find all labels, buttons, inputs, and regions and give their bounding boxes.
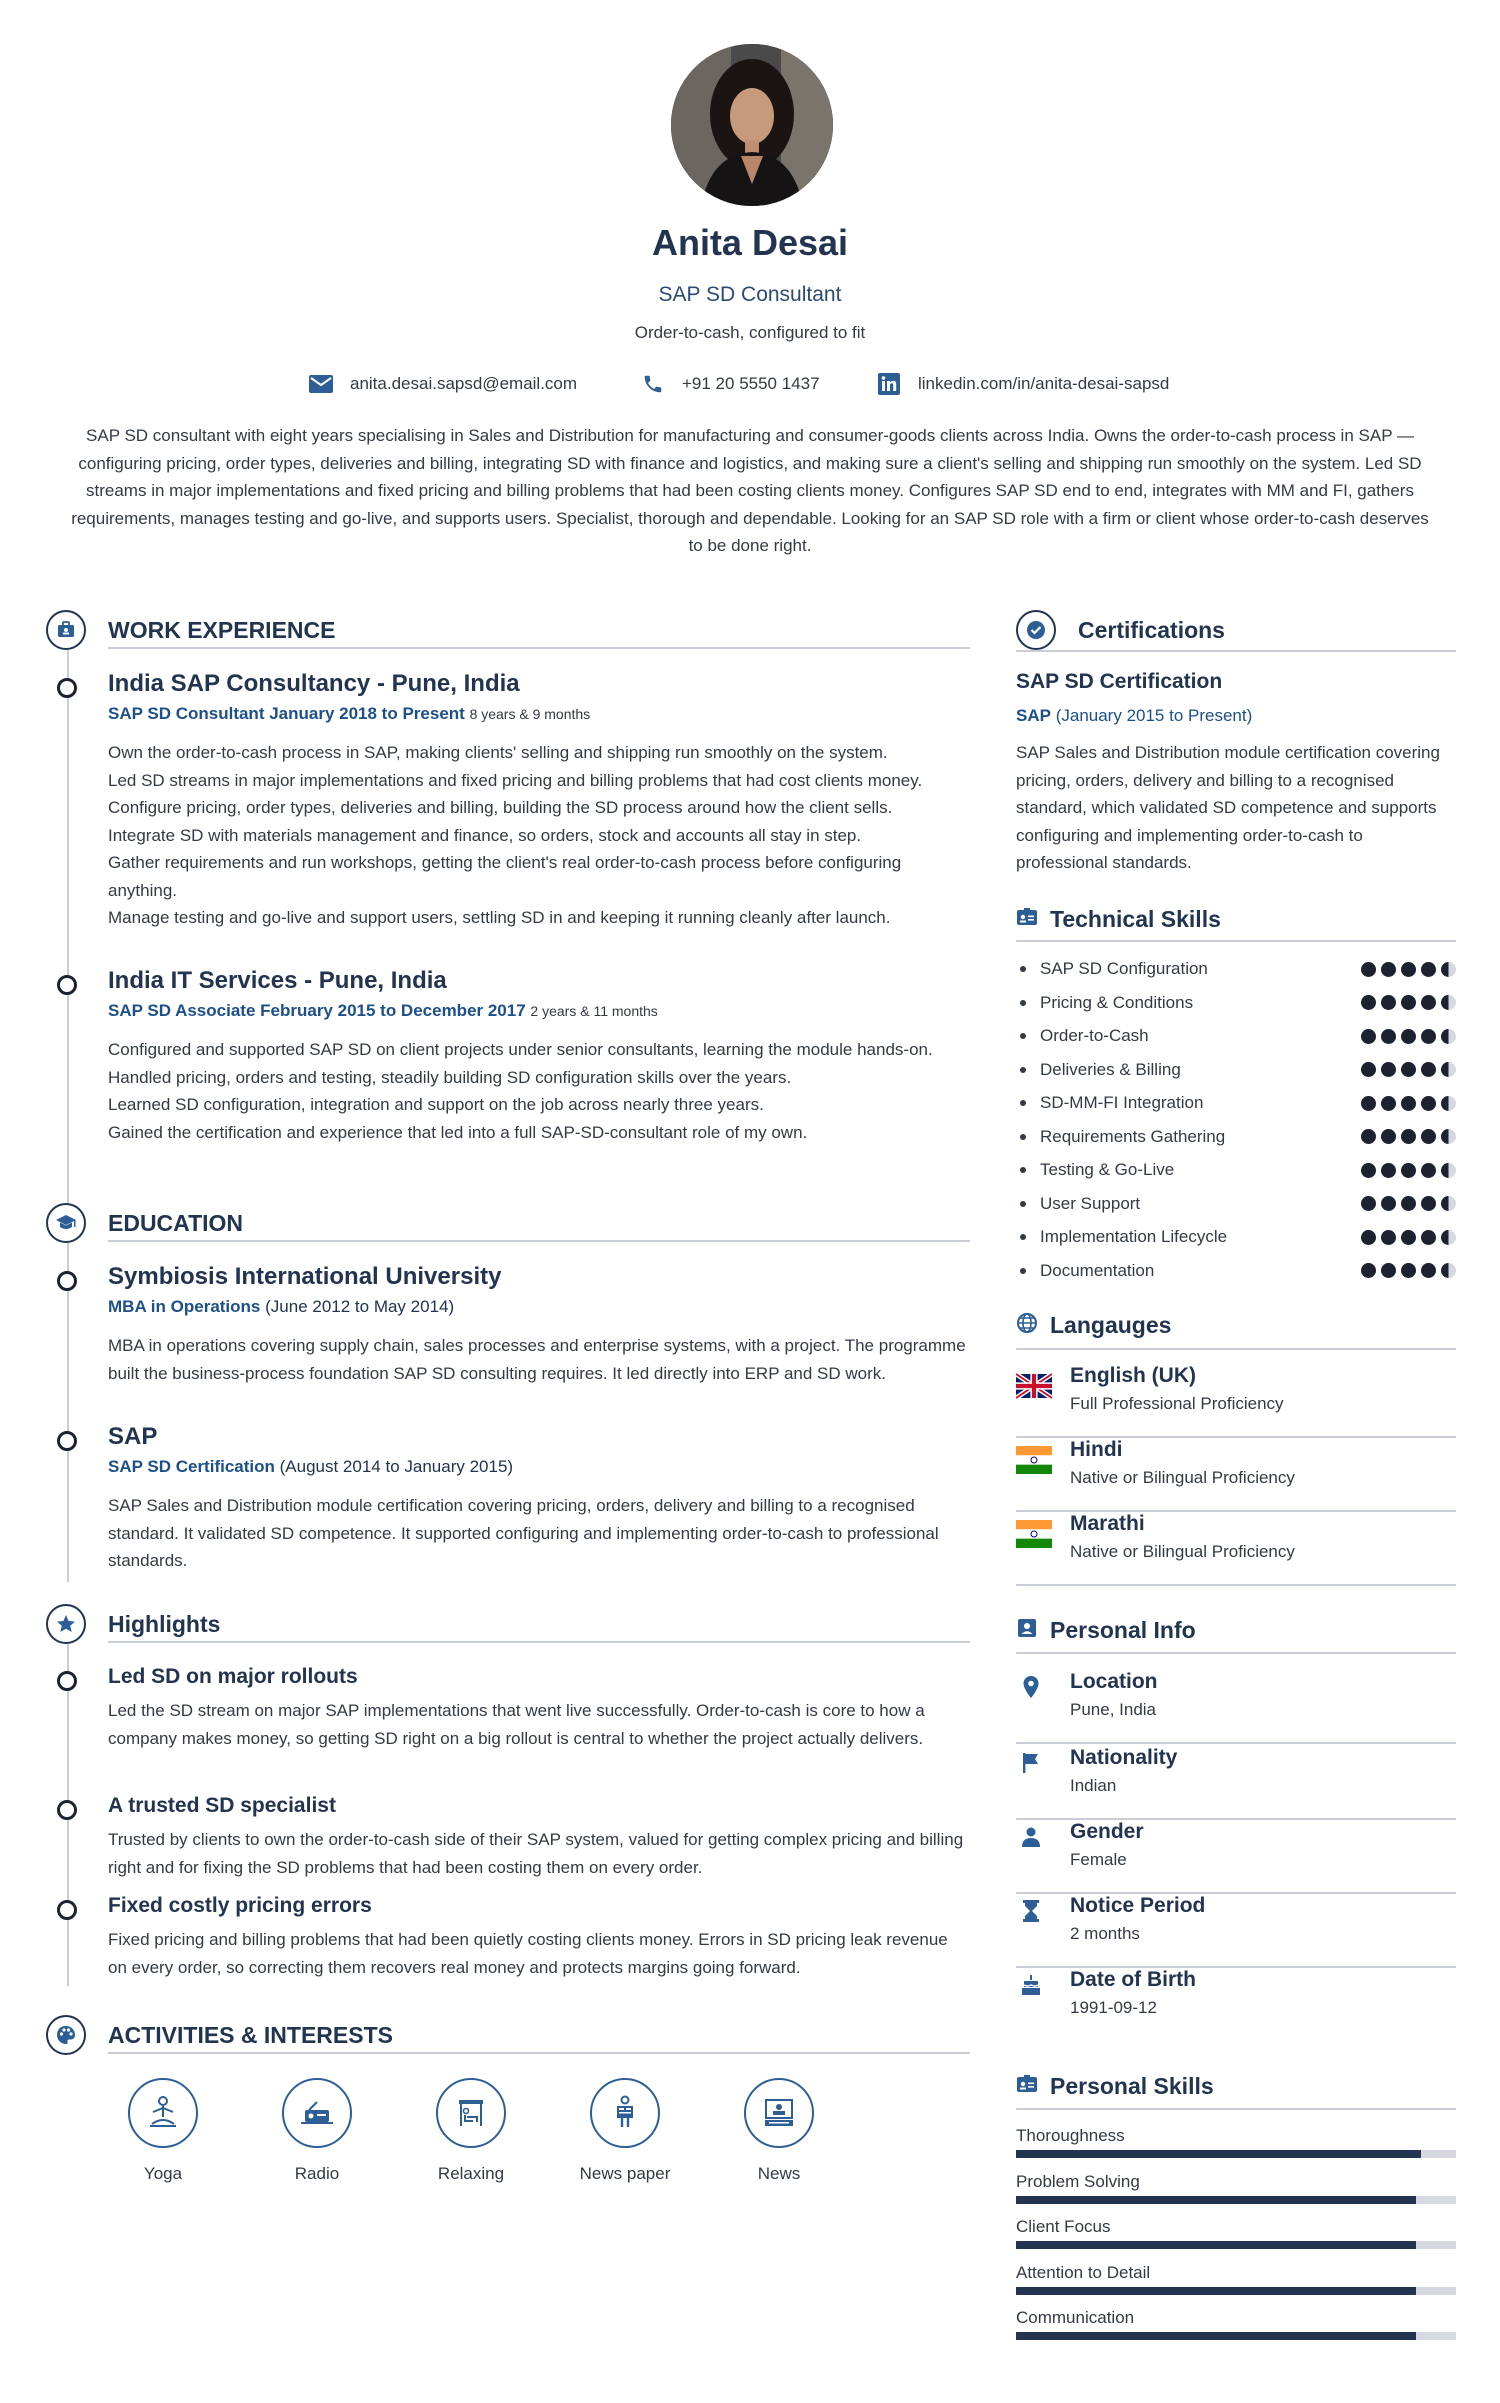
certifications-header (1016, 610, 1225, 650)
personal-skill-item (1016, 2126, 1456, 2158)
rating-dot (1441, 1196, 1456, 1211)
education-description: MBA in operations covering supply chain, sales processes and enterprise systems, with a project. The programme built the business-process foundation SAP SD consulting requires. It led directly into ERP and SD work. (108, 1336, 966, 1383)
timeline-dot (57, 1271, 77, 1291)
skill-rating (1356, 1230, 1456, 1245)
rating-dot (1441, 1129, 1456, 1144)
highlight-title: A trusted SD specialist (108, 1794, 336, 1817)
rating-dot (1401, 1029, 1416, 1044)
personal-skill-name: Attention to Detail (1016, 2262, 1151, 2282)
skill-rating (1356, 1096, 1456, 1111)
timeline-dot (57, 678, 77, 698)
rating-dot (1421, 1196, 1436, 1211)
bullet-icon (1020, 1000, 1026, 1006)
phone-icon (640, 371, 666, 397)
skill-rating (1356, 1263, 1456, 1278)
rating-dot (1401, 1230, 1416, 1245)
skill-bar-fill (1016, 2196, 1416, 2204)
rating-dot (1361, 1263, 1376, 1278)
personal-skill-item (1016, 2263, 1456, 2295)
technical-skill-name: Deliveries & Billing (1040, 1059, 1181, 1079)
id-badge-icon (1016, 1617, 1038, 1644)
rating-dot (1381, 1163, 1396, 1178)
personal-info-value: 2 months (1070, 1924, 1140, 1943)
technical-skill-row (1020, 1059, 1456, 1081)
technical-skill-name: Requirements Gathering (1040, 1126, 1226, 1146)
certification-dates: (January 2015 to Present) (1055, 706, 1253, 725)
education-degree: SAP SD Certification (108, 1457, 275, 1476)
skill-bar-fill (1016, 2241, 1416, 2249)
job-line: Led SD streams in major implementations and fixed pricing and billing problems that had cost clients money. (108, 770, 923, 790)
rating-dot (1421, 1029, 1436, 1044)
rating-dot (1441, 1263, 1456, 1278)
skill-bar (1016, 2287, 1456, 2295)
personal-info-item (1016, 1746, 1456, 1820)
personal-skill-name: Client Focus (1016, 2217, 1111, 2236)
location-pin-icon (1018, 1674, 1044, 1700)
technical-skill-name: SD-MM-FI Integration (1040, 1093, 1204, 1112)
certificate-badge-icon (1016, 610, 1056, 650)
india-flag-icon (1016, 1520, 1052, 1548)
activity-label: Radio (294, 2164, 340, 2183)
education-description: SAP Sales and Distribution module certification covering pricing, orders, delivery and billing to a recognised standard. It validated SD competence. It supported configuring and implementing order-to-cash to professional standards. (108, 1496, 939, 1570)
skill-bar-fill (1016, 2287, 1416, 2295)
timeline-dot (57, 975, 77, 995)
rating-dot (1421, 962, 1436, 977)
job-duration: 2 years & 11 months (530, 1003, 658, 1019)
personal-skills-header (1016, 2073, 1214, 2100)
highlights-header (46, 1604, 220, 1644)
section-rule (1016, 940, 1456, 942)
india-flag-icon (1016, 1446, 1052, 1474)
phone-text: +91 20 5550 1437 (682, 374, 820, 393)
technical-skill-row (1020, 1260, 1456, 1282)
rating-dot (1381, 995, 1396, 1010)
contact-bar (0, 370, 1500, 398)
job-meta (108, 1001, 658, 1021)
personal-info-title: Personal Info (1050, 1617, 1196, 1643)
timeline-dot (57, 1800, 77, 1820)
skill-bar (1016, 2150, 1456, 2158)
skill-bar-fill (1016, 2150, 1421, 2158)
technical-skill-row (1020, 958, 1456, 980)
rating-dot (1441, 995, 1456, 1010)
skill-rating (1356, 995, 1456, 1010)
candidate-name: Anita Desai (651, 222, 849, 263)
language-name: English (UK) (1070, 1364, 1196, 1387)
star-badge-icon (46, 1604, 86, 1644)
personal-info-key: Date of Birth (1070, 1968, 1196, 1991)
personal-skill-name: Communication (1016, 2308, 1135, 2327)
rating-dot (1381, 1096, 1396, 1111)
activity-item (548, 2078, 702, 2184)
technical-skill-row (1020, 1092, 1456, 1114)
certification-name: SAP SD Certification (1016, 670, 1223, 693)
section-rule (1016, 1348, 1456, 1350)
technical-skill-row (1020, 1126, 1456, 1148)
work-experience-header (46, 610, 335, 650)
technical-skill-row (1020, 1159, 1456, 1181)
highlights-title: Highlights (108, 1610, 221, 1637)
language-name: Hindi (1070, 1438, 1123, 1461)
job-line: Integrate SD with materials management and finance, so orders, stock and accounts all stay in step. (108, 825, 862, 845)
linkedin-text: linkedin.com/in/anita-desai-sapsd (918, 374, 1170, 393)
rating-dot (1401, 995, 1416, 1010)
job-line: Gained the certification and experience that led into a full SAP-SD-consultant role of my own. (108, 1122, 808, 1142)
timeline-dot (57, 1900, 77, 1920)
education-school: Symbiosis International University (108, 1263, 502, 1290)
timeline-dot (57, 1431, 77, 1451)
education-degree: MBA in Operations (108, 1297, 261, 1316)
rating-dot (1361, 1029, 1376, 1044)
job-line: Learned SD configuration, integration and support on the job across nearly three years. (108, 1095, 764, 1114)
technical-skill-name: Order-to-Cash (1040, 1026, 1149, 1045)
personal-info-key: Notice Period (1070, 1894, 1206, 1917)
personal-skill-item (1016, 2172, 1456, 2204)
skill-bar (1016, 2241, 1456, 2249)
skill-rating (1356, 1029, 1456, 1044)
job-company: India IT Services - Pune, India (108, 967, 447, 994)
email-icon (308, 371, 334, 397)
rating-dot (1421, 995, 1436, 1010)
language-level: Native or Bilingual Proficiency (1070, 1468, 1295, 1487)
linkedin-icon (876, 371, 902, 397)
education-dates: (June 2012 to May 2014) (265, 1297, 455, 1316)
skill-bar (1016, 2332, 1456, 2340)
newspaper-reader-icon (590, 2078, 660, 2148)
skill-rating (1356, 962, 1456, 977)
rating-dot (1361, 1230, 1376, 1245)
technical-skill-row (1020, 992, 1456, 1014)
phone-contact[interactable] (640, 370, 820, 398)
education-dates: (August 2014 to January 2015) (279, 1457, 514, 1476)
person-icon (1018, 1824, 1044, 1850)
rating-dot (1441, 1029, 1456, 1044)
section-rule (1016, 650, 1456, 652)
rating-dot (1381, 1062, 1396, 1077)
rating-dot (1401, 1163, 1416, 1178)
rating-dot (1401, 1096, 1416, 1111)
bullet-icon (1020, 1234, 1026, 1240)
languages-header (1016, 1312, 1171, 1339)
language-name: Marathi (1070, 1512, 1145, 1535)
personal-info-item (1016, 1670, 1456, 1744)
uk-flag-icon (1016, 1372, 1052, 1400)
radio-icon (282, 2078, 352, 2148)
id-card-icon (1016, 2074, 1038, 2099)
rating-dot (1381, 1029, 1396, 1044)
bullet-icon (1020, 1033, 1026, 1039)
technical-skill-row (1020, 1226, 1456, 1248)
education-school: SAP (108, 1423, 158, 1450)
technical-skill-name: SAP SD Configuration (1040, 959, 1208, 978)
technical-skill-name: Implementation Lifecycle (1040, 1227, 1228, 1246)
skill-rating (1356, 1196, 1456, 1211)
rating-dot (1441, 1062, 1456, 1077)
education-meta (108, 1457, 513, 1477)
technical-skills-header (1016, 906, 1221, 933)
flag-icon (1018, 1750, 1044, 1776)
personal-skill-name: Thoroughness (1016, 2126, 1125, 2145)
activity-label: Yoga (143, 2164, 183, 2183)
globe-icon (1016, 1312, 1038, 1339)
highlight-title: Led SD on major rollouts (108, 1665, 358, 1688)
yoga-icon (128, 2078, 198, 2148)
section-rule (1016, 2108, 1456, 2110)
language-item (1016, 1438, 1456, 1512)
job-meta (108, 704, 590, 724)
rating-dot (1381, 1230, 1396, 1245)
highlight-description: Trusted by clients to own the order-to-cash side of their SAP system, valued for getting complex pricing and billing right and for fixing the SD problems that had been costing them on every order. (108, 1830, 964, 1877)
certification-issuer: SAP (1016, 706, 1051, 725)
job-line: Configure pricing, order types, deliveries and billing, building the SD process around how the client sells. (108, 798, 893, 817)
job-line: Manage testing and go-live and support users, settling SD in and keeping it running cleanly after launch. (108, 908, 891, 927)
certification-meta (1016, 706, 1252, 726)
highlight-description: Led the SD stream on major SAP implementations that went live successfully. Order-to-cash is core to how a company makes money, so getting SD right on a big rollout is central to whether the project actually delivers. (108, 1701, 925, 1748)
section-rule (1016, 1652, 1456, 1654)
job-line: Handled pricing, orders and testing, steadily building SD configuration skills over the years. (108, 1067, 792, 1087)
timeline-dot (57, 1671, 77, 1691)
hourglass-icon (1018, 1898, 1044, 1924)
rating-dot (1441, 1163, 1456, 1178)
email-text: anita.desai.sapsd@email.com (350, 374, 578, 393)
skill-bar (1016, 2196, 1456, 2204)
language-item (1016, 1364, 1456, 1438)
job-description (108, 739, 970, 932)
activity-label: News (757, 2164, 801, 2183)
personal-info-key: Nationality (1070, 1746, 1178, 1769)
personal-info-item (1016, 1968, 1456, 2042)
work-experience-title: WORK EXPERIENCE (108, 616, 336, 643)
bullet-icon (1020, 1201, 1026, 1207)
language-item (1016, 1512, 1456, 1586)
rating-dot (1361, 1062, 1376, 1077)
personal-skill-item (1016, 2308, 1456, 2340)
education-header (46, 1203, 243, 1243)
rating-dot (1381, 962, 1396, 977)
job-line: Own the order-to-cash process in SAP, making clients' selling and shipping run smoothly on the system. (108, 743, 888, 762)
rating-dot (1421, 1263, 1436, 1278)
personal-info-value: Female (1070, 1850, 1127, 1869)
certification-description: SAP Sales and Distribution module certification covering pricing, orders, delivery and billing to a recognised standard, which validated SD competence and supports configuring and implementing order-to-cash to professional standards. (1016, 743, 1440, 872)
bullet-icon (1020, 1100, 1026, 1106)
personal-info-value: Pune, India (1070, 1700, 1157, 1719)
education-title: EDUCATION (108, 1209, 244, 1236)
technical-skill-row (1020, 1193, 1456, 1215)
skill-bar-fill (1016, 2332, 1416, 2340)
rating-dot (1401, 962, 1416, 977)
bullet-icon (1020, 1167, 1026, 1173)
technical-skill-row (1020, 1025, 1456, 1047)
skill-rating (1356, 1163, 1456, 1178)
activities-list (86, 2078, 856, 2184)
news-tv-icon (744, 2078, 814, 2148)
id-card-icon (1016, 907, 1038, 932)
activities-title: ACTIVITIES & INTERESTS (108, 2021, 393, 2048)
certifications-title: Certifications (1078, 616, 1225, 643)
graduation-cap-icon (46, 1203, 86, 1243)
personal-info-key: Gender (1070, 1820, 1144, 1843)
rating-dot (1441, 962, 1456, 977)
palette-icon (46, 2015, 86, 2055)
candidate-role: SAP SD Consultant (658, 283, 842, 306)
highlight-description: Fixed pricing and billing problems that had been quietly costing clients money. Errors in SD pricing leak revenue on every order, so correcting them recovers real money and protects margins going forward. (108, 1930, 948, 1977)
personal-skill-name: Problem Solving (1016, 2171, 1140, 2191)
rating-dot (1401, 1129, 1416, 1144)
personal-info-key: Location (1070, 1670, 1158, 1693)
section-rule (108, 1641, 970, 1643)
activity-item (702, 2078, 856, 2184)
technical-skill-name: Testing & Go-Live (1040, 1160, 1175, 1179)
rating-dot (1381, 1263, 1396, 1278)
skill-rating (1356, 1129, 1456, 1144)
rating-dot (1441, 1096, 1456, 1111)
job-line: Gather requirements and run workshops, getting the client's real order-to-cash process before configuring anything. (108, 853, 902, 900)
section-rule (108, 647, 970, 649)
job-duration: 8 years & 9 months (469, 706, 591, 722)
activity-item (240, 2078, 394, 2184)
candidate-tagline: Order-to-cash, configured to fit (634, 323, 866, 342)
rating-dot (1401, 1062, 1416, 1077)
bullet-icon (1020, 1268, 1026, 1274)
briefcase-icon (46, 610, 86, 650)
bullet-icon (1020, 1067, 1026, 1073)
job-description (108, 1036, 970, 1146)
activity-item (394, 2078, 548, 2184)
rating-dot (1361, 1196, 1376, 1211)
rating-dot (1421, 1163, 1436, 1178)
section-rule (108, 2052, 970, 2054)
language-level: Native or Bilingual Proficiency (1070, 1542, 1295, 1561)
section-rule (108, 1240, 970, 1242)
rating-dot (1401, 1196, 1416, 1211)
highlight-title: Fixed costly pricing errors (108, 1894, 372, 1917)
skill-rating (1356, 1062, 1456, 1077)
rating-dot (1361, 1129, 1376, 1144)
bullet-icon (1020, 966, 1026, 972)
activity-item (86, 2078, 240, 2184)
personal-skill-item (1016, 2217, 1456, 2249)
linkedin-contact[interactable] (876, 370, 1169, 398)
relaxing-icon (436, 2078, 506, 2148)
profile-photo (671, 44, 833, 206)
rating-dot (1421, 1230, 1436, 1245)
technical-skills-title: Technical Skills (1050, 906, 1221, 932)
personal-info-item (1016, 1820, 1456, 1894)
job-line: Configured and supported SAP SD on client projects under senior consultants, learning the module hands-on. (108, 1040, 933, 1059)
rating-dot (1401, 1263, 1416, 1278)
personal-info-value: Indian (1070, 1776, 1117, 1795)
personal-info-value: 1991-09-12 (1070, 1998, 1157, 2017)
technical-skill-name: Documentation (1040, 1260, 1155, 1280)
rating-dot (1361, 1096, 1376, 1111)
rating-dot (1361, 962, 1376, 977)
bullet-icon (1020, 1134, 1026, 1140)
rating-dot (1421, 1096, 1436, 1111)
activity-label: News paper (579, 2164, 671, 2183)
cake-icon (1018, 1972, 1044, 1998)
job-dates: February 2015 to December 2017 (260, 1001, 526, 1020)
profile-summary: SAP SD consultant with eight years specialising in Sales and Distribution for manufacturing and consumer-goods clients across India. Owns the order-to-cash process in SAP — configuring pricing, order types, deliveries and billing, integrating SD with finance and logistics, and making sure a client's selling and shipping run smoothly on the system. Led SD streams in major implementations and fixed pricing and billing problems that had been costing clients money. Configures SAP SD end to end, integrates with MM and FI, gathers requirements, manages testing and go-live, and supports users. Specialist, thorough and dependable. Looking for an SAP SD role with a firm or client whose order-to-cash deserves to be done right. (71, 426, 1429, 555)
job-company: India SAP Consultancy - Pune, India (108, 670, 520, 697)
technical-skill-name: Pricing & Conditions (1040, 992, 1194, 1012)
rating-dot (1381, 1129, 1396, 1144)
job-position: SAP SD Associate (108, 1001, 256, 1020)
education-meta (108, 1297, 454, 1317)
rating-dot (1421, 1129, 1436, 1144)
technical-skill-name: User Support (1040, 1193, 1141, 1213)
job-dates: January 2018 to Present (269, 704, 465, 723)
job-position: SAP SD Consultant (108, 704, 265, 723)
activities-header (46, 2015, 393, 2055)
languages-title: Langauges (1050, 1312, 1172, 1338)
rating-dot (1361, 995, 1376, 1010)
language-level: Full Professional Proficiency (1070, 1394, 1284, 1413)
personal-info-item (1016, 1894, 1456, 1968)
rating-dot (1361, 1163, 1376, 1178)
rating-dot (1421, 1062, 1436, 1077)
personal-skills-title: Personal Skills (1050, 2073, 1214, 2099)
activity-label: Relaxing (437, 2164, 505, 2183)
rating-dot (1381, 1196, 1396, 1211)
rating-dot (1441, 1230, 1456, 1245)
personal-info-header (1016, 1617, 1196, 1644)
email-contact[interactable] (308, 370, 577, 398)
